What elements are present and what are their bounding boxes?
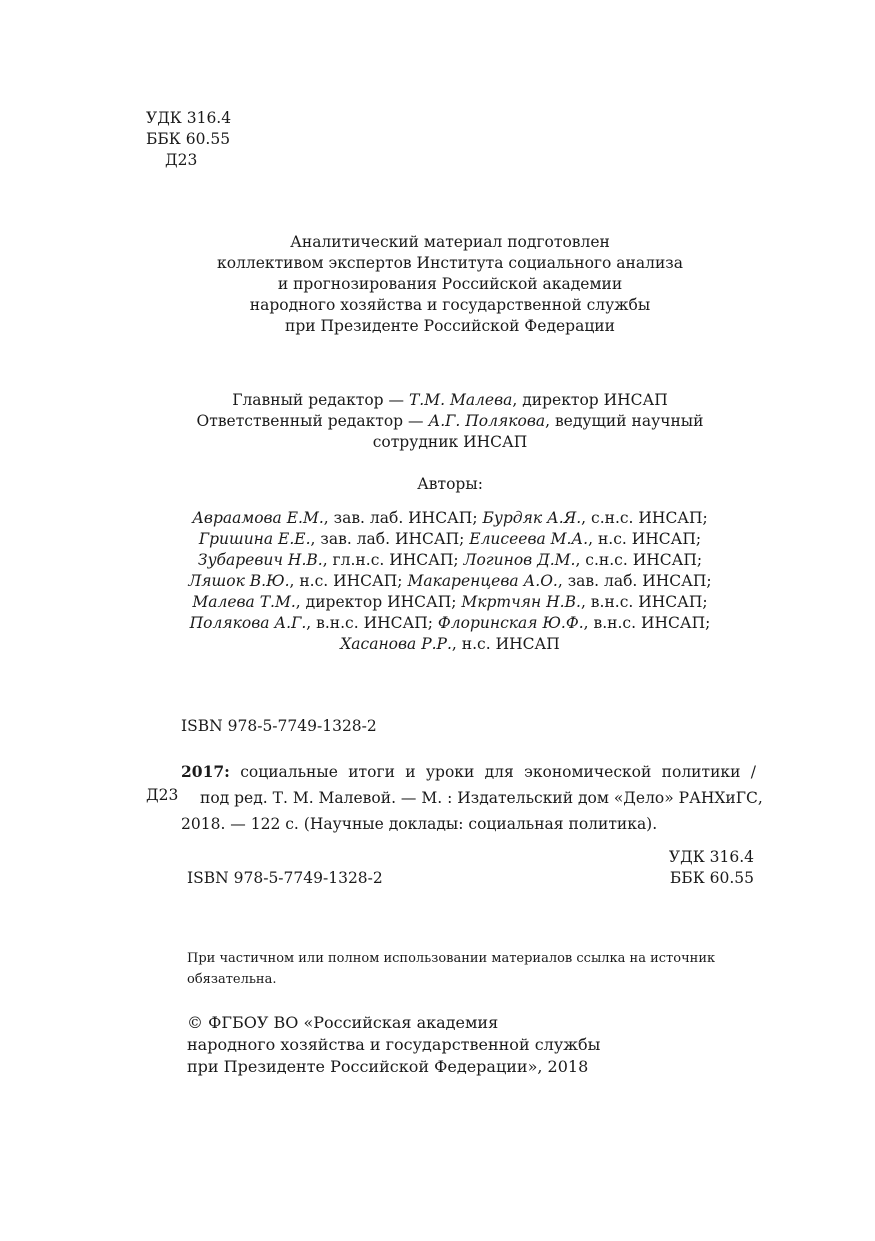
author-name: Хасанова Р.Р. — [340, 635, 452, 653]
author-name: Бурдяк А.Я. — [482, 509, 582, 527]
authors-list — [100, 508, 800, 655]
chief-editor-role: , директор ИНСАП — [512, 391, 668, 409]
chief-editor-name: Т.М. Малева — [408, 391, 513, 409]
authors-line — [100, 592, 800, 613]
author-role: , н.с. ИНСАП; — [289, 572, 408, 590]
author-role: , зав. лаб. ИНСАП; — [310, 530, 470, 548]
bbk-code: ББК 60.55 — [146, 130, 231, 148]
intro-line: коллективом экспертов Института социального анализа — [217, 254, 683, 272]
biblio-line-2: под ред. Т. М. Малевой. — М. : Издательский дом «Дело» РАНХиГС, — [200, 789, 763, 807]
author-role: , директор ИНСАП; — [295, 593, 462, 611]
author-name: Полякова А.Г. — [189, 614, 307, 632]
biblio-line-3: 2018. — 122 с. (Научные доклады: социальная политика). — [181, 815, 658, 833]
author-role: , с.н.с. ИНСАП; — [581, 509, 708, 527]
author-name: Авраамова Е.М. — [192, 509, 324, 527]
classification-block — [146, 108, 231, 171]
copyright-line: народного хозяйства и государственной службы — [187, 1035, 601, 1054]
responsible-editor-line — [100, 411, 800, 432]
author-name: Елисеева М.А. — [469, 530, 589, 548]
intro-line: народного хозяйства и государственной службы — [249, 296, 651, 314]
biblio-author-sign: Д23 — [146, 786, 179, 804]
editors-block — [100, 390, 800, 453]
authors-line — [100, 571, 800, 592]
biblio-title: социальные итоги и уроки для экономической политики / — [240, 763, 756, 781]
authors-line — [100, 508, 800, 529]
biblio-line-1 — [181, 759, 756, 785]
imprint-udk: УДК 316.4 — [668, 848, 754, 866]
author-name: Мкртчян Н.В. — [461, 593, 581, 611]
author-name: Малева Т.М. — [192, 593, 296, 611]
responsible-editor-name: А.Г. Полякова — [428, 412, 546, 430]
author-role: , в.н.с. ИНСАП; — [580, 593, 708, 611]
author-role: , зав. лаб. ИНСАП; — [557, 572, 712, 590]
authors-line — [100, 634, 800, 655]
author-name: Ляшок В.Ю. — [188, 572, 290, 590]
bibliographic-record — [181, 759, 763, 837]
copyright-line: при Президенте Российской Федерации», 2018 — [187, 1057, 589, 1076]
authors-heading: Авторы: — [417, 475, 483, 493]
author-name: Логинов Д.М. — [463, 551, 576, 569]
udk-code: УДК 316.4 — [146, 109, 232, 127]
intro-line: Аналитический материал подготовлен — [290, 233, 610, 251]
usage-notice: При частичном или полном использовании материалов ссылка на источник обязательна. — [187, 951, 716, 987]
author-role: , в.н.с. ИНСАП; — [583, 614, 711, 632]
author-sign-code: Д23 — [165, 151, 198, 169]
authors-line — [100, 613, 800, 634]
author-role: , гл.н.с. ИНСАП; — [322, 551, 464, 569]
isbn-top: ISBN 978-5-7749-1328-2 — [181, 717, 377, 735]
author-role: , н.с. ИНСАП; — [588, 530, 702, 548]
responsible-editor-role: , ведущий научный — [545, 412, 704, 430]
author-name: Макаренцева А.О. — [407, 572, 558, 590]
author-role: , с.н.с. ИНСАП; — [575, 551, 703, 569]
author-name: Зубаревич Н.В. — [197, 551, 323, 569]
intro-line: и прогнозирования Российской академии — [277, 275, 623, 293]
responsible-editor-role-cont: сотрудник ИНСАП — [372, 433, 528, 451]
author-name: Гришина Е.Е. — [198, 530, 311, 548]
author-role: , зав. лаб. ИНСАП; — [323, 509, 483, 527]
intro-statement — [100, 232, 800, 337]
intro-line: при Президенте Российской Федерации — [285, 317, 615, 335]
author-name: Флоринская Ю.Ф. — [437, 614, 584, 632]
copyright-block — [187, 1012, 600, 1078]
imprint-bbk: ББК 60.55 — [669, 869, 754, 887]
isbn-bottom: ISBN 978-5-7749-1328-2 — [187, 869, 383, 887]
responsible-editor-label: Ответственный редактор — — [196, 412, 424, 430]
imprint-classification — [600, 847, 754, 889]
chief-editor-label: Главный редактор — — [232, 391, 405, 409]
authors-line — [100, 550, 800, 571]
chief-editor-line — [100, 390, 800, 411]
biblio-year: 2017: — [181, 762, 230, 781]
author-role: , в.н.с. ИНСАП; — [306, 614, 438, 632]
copyright-line: © ФГБОУ ВО «Российская академия — [187, 1013, 499, 1032]
author-role: , н.с. ИНСАП — [451, 635, 560, 653]
authors-line — [100, 529, 800, 550]
